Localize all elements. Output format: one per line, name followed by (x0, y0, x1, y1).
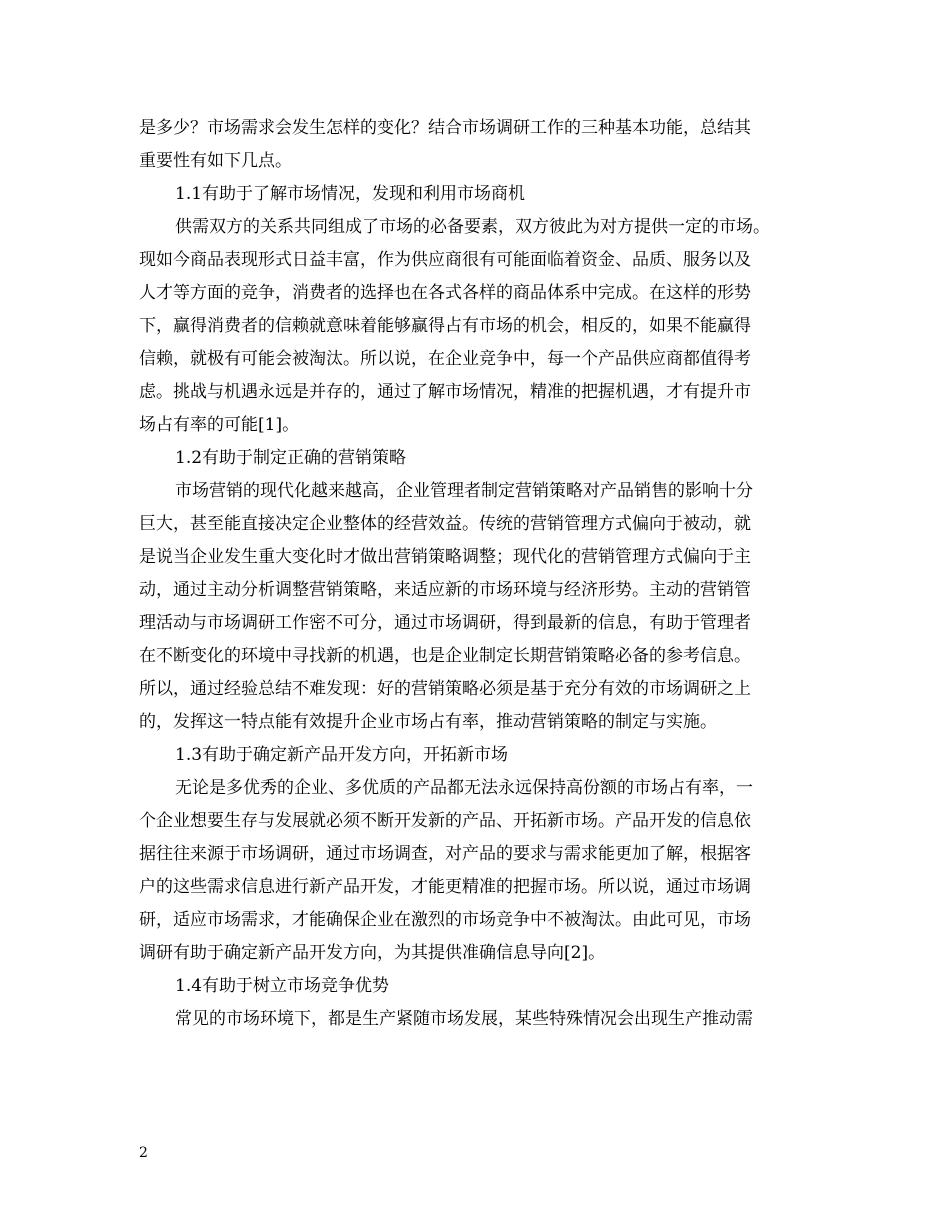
text-line: 理活动与市场调研工作密不可分，通过市场调研，得到最新的信息，有助于管理者 (139, 613, 751, 633)
text-line: 现如今商品表现形式日益丰富，作为供应商很有可能面临着资金、品质、服务以及 (139, 250, 751, 270)
text-line: 供需双方的关系共同组成了市场的必备要素，双方彼此为对方提供一定的市场。 (175, 217, 770, 237)
text-line: 户的这些需求信息进行新产品开发，才能更精准的把握市场。所以说，通过市场调 (139, 877, 751, 897)
text-line: 下，赢得消费者的信赖就意味着能够赢得占有市场的机会，相反的，如果不能赢得 (139, 316, 751, 336)
text-line: 重要性有如下几点。 (139, 151, 292, 171)
text-line: 个企业想要生存与发展就必须不断开发新的产品、开拓新市场。产品开发的信息依 (139, 811, 751, 831)
text-line: 的，发挥这一特点能有效提升企业市场占有率，推动营销策略的制定与实施。 (139, 712, 717, 732)
text-line: 是多少？市场需求会发生怎样的变化？结合市场调研工作的三种基本功能，总结其 (139, 118, 751, 138)
text-line: 据往往来源于市场调研，通过市场调查，对产品的要求与需求能更加了解，根据客 (139, 844, 751, 864)
body-text (139, 112, 829, 1036)
text-line: 市场营销的现代化越来越高，企业管理者制定营销策略对产品销售的影响十分 (175, 481, 753, 501)
text-line: 无论是多优秀的企业、多优质的产品都无法永远保持高份额的市场占有率，一 (175, 778, 753, 798)
text-line: 研，适应市场需求，才能确保企业在激烈的市场竞争中不被淘汰。由此可见，市场 (139, 910, 751, 930)
text-line: 调研有助于确定新产品开发方向，为其提供准确信息导向[2]。 (139, 943, 606, 963)
text-line: 1.4有助于树立市场竞争优势 (175, 976, 390, 996)
text-line: 在不断变化的环境中寻找新的机遇，也是企业制定长期营销策略必备的参考信息。 (139, 646, 751, 666)
text-line: 1.2有助于制定正确的营销策略 (175, 448, 407, 468)
text-line: 常见的市场环境下，都是生产紧随市场发展，某些特殊情况会出现生产推动需 (175, 1009, 753, 1029)
text-line: 是说当企业发生重大变化时才做出营销策略调整；现代化的营销管理方式偏向于主 (139, 547, 751, 567)
text-line: 场占有率的可能[1]。 (139, 415, 300, 435)
text-line: 所以，通过经验总结不难发现：好的营销策略必须是基于充分有效的市场调研之上 (139, 679, 751, 699)
text-line: 巨大，甚至能直接决定企业整体的经营效益。传统的营销管理方式偏向于被动，就 (139, 514, 751, 534)
text-line: 动，通过主动分析调整营销策略，来适应新的市场环境与经济形势。主动的营销管 (139, 580, 751, 600)
text-line: 虑。挑战与机遇永远是并存的，通过了解市场情况，精准的把握机遇，才有提升市 (139, 382, 751, 402)
text-line: 1.3有助于确定新产品开发方向，开拓新市场 (175, 745, 509, 765)
text-line: 信赖，就极有可能会被淘汰。所以说，在企业竞争中，每一个产品供应商都值得考 (139, 349, 751, 369)
text-line: 人才等方面的竞争，消费者的选择也在各式各样的商品体系中完成。在这样的形势 (139, 283, 751, 303)
page-number: 2 (139, 1145, 148, 1161)
text-line: 1.1有助于了解市场情况，发现和利用市场商机 (175, 184, 526, 204)
